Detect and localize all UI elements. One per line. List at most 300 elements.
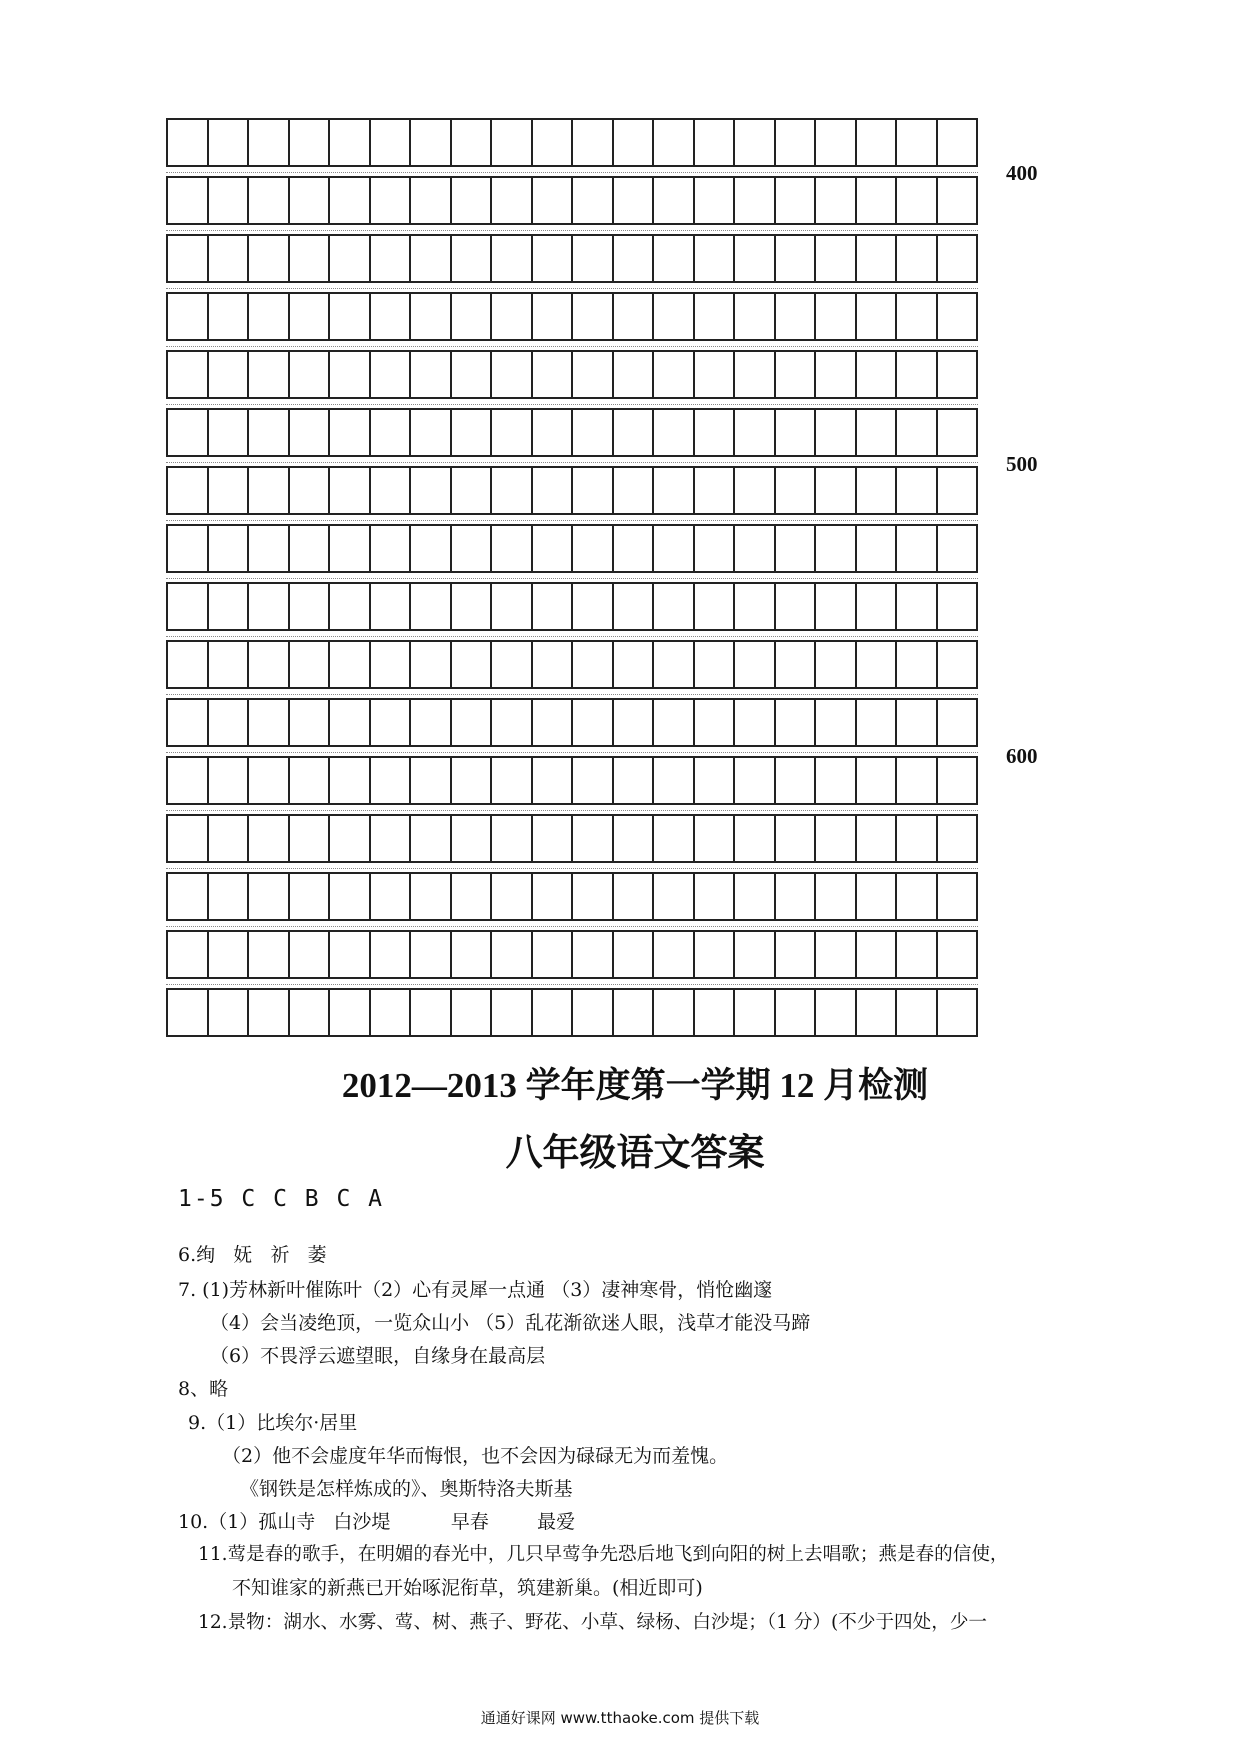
answer-line-9: 9.（1）比埃尔·居里 xyxy=(188,1412,358,1434)
row-separator xyxy=(166,288,978,289)
grid-cell xyxy=(936,990,979,1035)
grid-cell xyxy=(652,932,693,977)
grid-cell xyxy=(693,874,734,919)
grid-cell xyxy=(288,932,329,977)
grid-cell xyxy=(328,990,369,1035)
grid-cell xyxy=(166,700,207,745)
grid-cell xyxy=(774,816,815,861)
grid-cell xyxy=(733,816,774,861)
row-separator xyxy=(166,520,978,521)
answer-key-title: 2012—2013 学年度第一学期 12 月检测 xyxy=(341,1066,929,1105)
grid-cell xyxy=(936,178,979,223)
grid-cell xyxy=(288,468,329,513)
grid-cell xyxy=(328,932,369,977)
grid-cell xyxy=(693,816,734,861)
grid-cell xyxy=(571,468,612,513)
grid-cell xyxy=(814,294,855,339)
grid-cell xyxy=(855,758,896,803)
grid-cell xyxy=(855,584,896,629)
grid-cell xyxy=(409,932,450,977)
grid-cell xyxy=(207,526,248,571)
grid-cell xyxy=(571,236,612,281)
grid-cell xyxy=(936,410,979,455)
grid-cell xyxy=(733,294,774,339)
grid-cell xyxy=(814,120,855,165)
grid-cell xyxy=(855,932,896,977)
grid-cell xyxy=(450,990,491,1035)
grid-cell xyxy=(409,178,450,223)
answer-key-subtitle: 八年级语文答案 xyxy=(505,1133,765,1174)
grid-cell xyxy=(288,584,329,629)
answer-line-1: 1-5 C C B C A xyxy=(178,1186,385,1212)
grid-cell xyxy=(490,584,531,629)
row-separator xyxy=(166,172,978,173)
grid-cell xyxy=(693,700,734,745)
grid-cell xyxy=(612,874,653,919)
row-separator xyxy=(166,868,978,869)
grid-cell xyxy=(247,468,288,513)
grid-cell xyxy=(693,120,734,165)
grid-cell xyxy=(288,120,329,165)
grid-cell xyxy=(207,178,248,223)
grid-cell xyxy=(855,700,896,745)
grid-row xyxy=(166,466,978,515)
grid-cell xyxy=(490,816,531,861)
grid-cell xyxy=(531,874,572,919)
grid-cell xyxy=(369,352,410,397)
answer-line-10: 10.（1）孤山寺 白沙堤 早春 最爱 xyxy=(178,1511,576,1533)
row-separator xyxy=(166,926,978,927)
grid-cell xyxy=(733,874,774,919)
grid-cell xyxy=(693,352,734,397)
grid-cell xyxy=(733,700,774,745)
grid-cell xyxy=(450,584,491,629)
grid-cell xyxy=(247,178,288,223)
grid-cell xyxy=(693,178,734,223)
grid-cell xyxy=(247,758,288,803)
grid-cell xyxy=(531,410,572,455)
grid-cell xyxy=(409,990,450,1035)
grid-cell xyxy=(328,410,369,455)
grid-cell xyxy=(490,758,531,803)
grid-cell xyxy=(166,874,207,919)
grid-cell xyxy=(895,294,936,339)
grid-cell xyxy=(450,642,491,687)
grid-cell xyxy=(409,526,450,571)
grid-cell xyxy=(247,352,288,397)
grid-cell xyxy=(693,468,734,513)
grid-cell xyxy=(490,236,531,281)
grid-cell xyxy=(652,468,693,513)
grid-cell xyxy=(288,816,329,861)
grid-row xyxy=(166,408,978,457)
grid-cell xyxy=(247,874,288,919)
grid-cell xyxy=(652,120,693,165)
grid-cell xyxy=(895,584,936,629)
grid-cell xyxy=(895,816,936,861)
grid-cell xyxy=(288,642,329,687)
grid-cell xyxy=(328,874,369,919)
grid-cell xyxy=(288,294,329,339)
grid-cell xyxy=(531,816,572,861)
grid-cell xyxy=(774,352,815,397)
grid-cell xyxy=(774,700,815,745)
grid-cell xyxy=(814,352,855,397)
grid-cell xyxy=(490,352,531,397)
grid-cell xyxy=(612,526,653,571)
grid-cell xyxy=(693,236,734,281)
grid-cell xyxy=(571,178,612,223)
grid-row xyxy=(166,292,978,341)
grid-cell xyxy=(936,642,979,687)
grid-cell xyxy=(936,932,979,977)
grid-cell xyxy=(571,294,612,339)
grid-cell xyxy=(814,700,855,745)
grid-cell xyxy=(571,758,612,803)
grid-cell xyxy=(571,700,612,745)
grid-cell xyxy=(328,584,369,629)
grid-cell xyxy=(895,874,936,919)
grid-cell xyxy=(571,642,612,687)
grid-cell xyxy=(409,874,450,919)
grid-cell xyxy=(369,120,410,165)
grid-cell xyxy=(207,642,248,687)
grid-cell xyxy=(895,526,936,571)
grid-cell xyxy=(166,120,207,165)
grid-cell xyxy=(369,990,410,1035)
grid-cell xyxy=(531,758,572,803)
grid-cell xyxy=(652,642,693,687)
grid-cell xyxy=(531,526,572,571)
grid-cell xyxy=(571,584,612,629)
grid-cell xyxy=(490,526,531,571)
grid-cell xyxy=(936,468,979,513)
grid-cell xyxy=(855,468,896,513)
grid-cell xyxy=(328,294,369,339)
grid-cell xyxy=(936,816,979,861)
grid-cell xyxy=(450,236,491,281)
grid-cell xyxy=(166,410,207,455)
grid-cell xyxy=(490,410,531,455)
grid-cell xyxy=(774,468,815,513)
grid-cell xyxy=(936,294,979,339)
grid-cell xyxy=(733,758,774,803)
grid-cell xyxy=(450,352,491,397)
grid-cell xyxy=(612,642,653,687)
grid-cell xyxy=(247,236,288,281)
grid-cell xyxy=(571,990,612,1035)
grid-cell xyxy=(895,178,936,223)
grid-cell xyxy=(490,700,531,745)
grid-cell xyxy=(733,120,774,165)
grid-cell xyxy=(369,816,410,861)
grid-cell xyxy=(166,758,207,803)
answer-line-9c: 《钢铁是怎样炼成的》、奥斯特洛夫斯基 xyxy=(240,1478,573,1500)
grid-cell xyxy=(652,700,693,745)
grid-cell xyxy=(693,294,734,339)
word-count-marker-600: 600 xyxy=(1006,744,1038,768)
grid-cell xyxy=(450,874,491,919)
grid-cell xyxy=(936,874,979,919)
grid-cell xyxy=(207,584,248,629)
grid-cell xyxy=(328,758,369,803)
grid-cell xyxy=(328,642,369,687)
grid-cell xyxy=(288,874,329,919)
answer-line-12: 12.景物：湖水、水雾、莺、树、燕子、野花、小草、绿杨、白沙堤；（1 分）(不少于四处，少一 xyxy=(198,1612,988,1633)
grid-cell xyxy=(531,120,572,165)
grid-cell xyxy=(733,526,774,571)
grid-cell xyxy=(733,178,774,223)
grid-cell xyxy=(288,352,329,397)
grid-cell xyxy=(409,758,450,803)
grid-cell xyxy=(247,410,288,455)
grid-cell xyxy=(166,990,207,1035)
row-separator xyxy=(166,578,978,579)
grid-cell xyxy=(936,758,979,803)
grid-cell xyxy=(369,700,410,745)
grid-cell xyxy=(855,410,896,455)
answer-line-9b: （2）他不会虚度年华而悔恨，也不会因为碌碌无为而羞愧。 xyxy=(222,1445,729,1467)
grid-cell xyxy=(450,294,491,339)
grid-cell xyxy=(531,294,572,339)
grid-cell xyxy=(895,120,936,165)
grid-cell xyxy=(490,178,531,223)
grid-cell xyxy=(247,700,288,745)
grid-cell xyxy=(895,990,936,1035)
grid-cell xyxy=(855,294,896,339)
grid-cell xyxy=(733,410,774,455)
grid-cell xyxy=(409,410,450,455)
grid-cell xyxy=(207,410,248,455)
grid-cell xyxy=(612,236,653,281)
grid-cell xyxy=(207,758,248,803)
grid-cell xyxy=(369,178,410,223)
grid-cell xyxy=(328,526,369,571)
grid-cell xyxy=(409,584,450,629)
grid-cell xyxy=(328,236,369,281)
grid-cell xyxy=(450,468,491,513)
grid-cell xyxy=(774,584,815,629)
grid-cell xyxy=(369,642,410,687)
grid-cell xyxy=(409,120,450,165)
grid-cell xyxy=(774,120,815,165)
row-separator xyxy=(166,752,978,753)
grid-cell xyxy=(652,410,693,455)
grid-cell xyxy=(814,874,855,919)
grid-cell xyxy=(328,178,369,223)
grid-row xyxy=(166,640,978,689)
grid-cell xyxy=(369,294,410,339)
grid-cell xyxy=(895,236,936,281)
grid-cell xyxy=(409,816,450,861)
grid-cell xyxy=(328,700,369,745)
grid-cell xyxy=(288,990,329,1035)
grid-cell xyxy=(652,758,693,803)
grid-cell xyxy=(612,468,653,513)
grid-cell xyxy=(288,178,329,223)
grid-cell xyxy=(652,526,693,571)
answer-line-8: 8、略 xyxy=(178,1378,229,1400)
grid-cell xyxy=(409,236,450,281)
grid-cell xyxy=(288,236,329,281)
grid-cell xyxy=(247,526,288,571)
answer-line-7b: （4）会当凌绝顶，一览众山小 （5）乱花渐欲迷人眼，浅草才能没马蹄 xyxy=(210,1312,811,1334)
word-count-marker-500: 500 xyxy=(1006,452,1038,476)
grid-cell xyxy=(895,352,936,397)
answer-line-6: 6.绚 妩 祈 萎 xyxy=(178,1244,327,1266)
grid-cell xyxy=(247,990,288,1035)
grid-cell xyxy=(855,178,896,223)
grid-cell xyxy=(895,410,936,455)
grid-cell xyxy=(652,874,693,919)
grid-cell xyxy=(693,526,734,571)
grid-cell xyxy=(288,526,329,571)
grid-cell xyxy=(814,932,855,977)
grid-cell xyxy=(166,584,207,629)
grid-cell xyxy=(571,816,612,861)
grid-cell xyxy=(490,932,531,977)
grid-cell xyxy=(450,120,491,165)
grid-cell xyxy=(774,758,815,803)
grid-cell xyxy=(936,352,979,397)
grid-cell xyxy=(693,410,734,455)
grid-row xyxy=(166,118,978,167)
answer-line-7c: （6）不畏浮云遮望眼，自缘身在最高层 xyxy=(210,1345,546,1367)
grid-cell xyxy=(247,816,288,861)
grid-cell xyxy=(895,932,936,977)
grid-cell xyxy=(207,990,248,1035)
answer-line-11b: 不知谁家的新燕已开始啄泥衔草，筑建新巢。(相近即可) xyxy=(232,1577,703,1599)
grid-cell xyxy=(774,526,815,571)
grid-cell xyxy=(531,584,572,629)
grid-row xyxy=(166,930,978,979)
grid-cell xyxy=(814,990,855,1035)
grid-cell xyxy=(652,352,693,397)
grid-cell xyxy=(855,990,896,1035)
grid-cell xyxy=(571,932,612,977)
grid-cell xyxy=(490,642,531,687)
page-footer: 通通好课网 www.tthaoke.com 提供下载 xyxy=(480,1709,760,1727)
grid-cell xyxy=(652,990,693,1035)
grid-cell xyxy=(733,352,774,397)
grid-cell xyxy=(207,700,248,745)
grid-cell xyxy=(571,526,612,571)
grid-cell xyxy=(612,816,653,861)
grid-row xyxy=(166,872,978,921)
grid-cell xyxy=(774,932,815,977)
grid-cell xyxy=(166,294,207,339)
grid-cell xyxy=(733,932,774,977)
grid-cell xyxy=(409,294,450,339)
grid-cell xyxy=(814,584,855,629)
grid-cell xyxy=(450,526,491,571)
grid-cell xyxy=(207,236,248,281)
grid-cell xyxy=(450,410,491,455)
grid-cell xyxy=(693,990,734,1035)
grid-cell xyxy=(612,990,653,1035)
grid-cell xyxy=(895,758,936,803)
grid-cell xyxy=(774,294,815,339)
grid-cell xyxy=(166,352,207,397)
row-separator xyxy=(166,346,978,347)
grid-cell xyxy=(693,758,734,803)
grid-cell xyxy=(814,178,855,223)
grid-cell xyxy=(166,816,207,861)
grid-cell xyxy=(855,816,896,861)
grid-cell xyxy=(490,294,531,339)
row-separator xyxy=(166,694,978,695)
grid-cell xyxy=(531,236,572,281)
grid-row xyxy=(166,176,978,225)
grid-cell xyxy=(166,468,207,513)
grid-cell xyxy=(733,990,774,1035)
grid-cell xyxy=(328,468,369,513)
grid-cell xyxy=(369,874,410,919)
grid-cell xyxy=(814,236,855,281)
grid-cell xyxy=(936,700,979,745)
grid-cell xyxy=(612,410,653,455)
grid-cell xyxy=(531,352,572,397)
grid-cell xyxy=(490,468,531,513)
grid-cell xyxy=(207,294,248,339)
grid-cell xyxy=(531,642,572,687)
grid-cell xyxy=(814,642,855,687)
word-count-marker-400: 400 xyxy=(1006,161,1038,185)
answer-line-7: 7. (1)芳林新叶催陈叶（2）心有灵犀一点通 （3）凄神寒骨，悄怆幽邃 xyxy=(178,1279,773,1301)
grid-cell xyxy=(207,352,248,397)
grid-cell xyxy=(693,584,734,629)
row-separator xyxy=(166,810,978,811)
grid-cell xyxy=(814,468,855,513)
grid-cell xyxy=(652,816,693,861)
grid-cell xyxy=(207,874,248,919)
grid-cell xyxy=(936,526,979,571)
grid-cell xyxy=(369,410,410,455)
grid-cell xyxy=(409,700,450,745)
grid-cell xyxy=(247,584,288,629)
grid-cell xyxy=(855,120,896,165)
grid-cell xyxy=(450,178,491,223)
grid-cell xyxy=(409,642,450,687)
grid-cell xyxy=(774,990,815,1035)
grid-cell xyxy=(855,526,896,571)
grid-cell xyxy=(207,932,248,977)
grid-cell xyxy=(571,874,612,919)
grid-cell xyxy=(369,758,410,803)
grid-row xyxy=(166,698,978,747)
grid-cell xyxy=(733,236,774,281)
grid-cell xyxy=(936,584,979,629)
grid-cell xyxy=(369,468,410,513)
grid-row xyxy=(166,582,978,631)
grid-cell xyxy=(612,352,653,397)
grid-cell xyxy=(652,178,693,223)
grid-cell xyxy=(166,932,207,977)
grid-cell xyxy=(652,294,693,339)
grid-cell xyxy=(855,642,896,687)
grid-cell xyxy=(774,874,815,919)
grid-row xyxy=(166,350,978,399)
grid-cell xyxy=(733,642,774,687)
grid-cell xyxy=(571,352,612,397)
grid-cell xyxy=(490,874,531,919)
grid-cell xyxy=(166,178,207,223)
grid-cell xyxy=(531,990,572,1035)
grid-cell xyxy=(774,178,815,223)
grid-cell xyxy=(612,120,653,165)
grid-cell xyxy=(652,584,693,629)
row-separator xyxy=(166,230,978,231)
